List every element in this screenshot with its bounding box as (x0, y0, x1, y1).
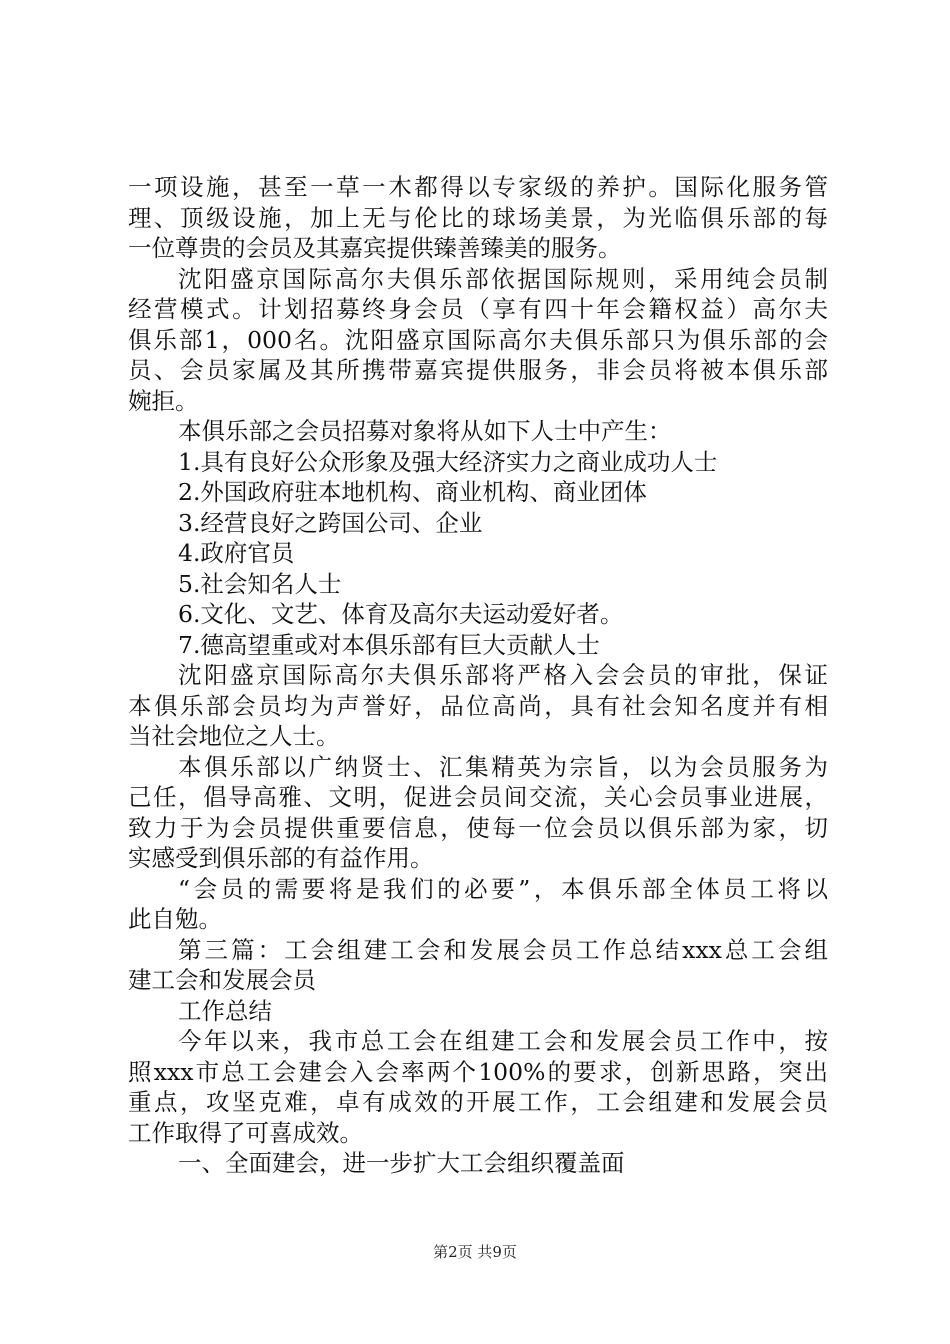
text-line-17: 沈阳盛京国际高尔夫俱乐部将严格入会会员的审批，保证 (178, 661, 828, 689)
text-line-18: 本俱乐部会员均为声誉好，品位高尚，具有社会知名度并有相 (128, 691, 828, 720)
list-item-7: 7.德高望重或对本俱乐部有巨大贡献人士 (178, 630, 600, 659)
list-item-3: 3.经营良好之跨国公司、企业 (178, 508, 483, 537)
list-item-4: 4.政府官员 (178, 539, 295, 567)
text-line-20: 本俱乐部以广纳贤士、汇集精英为宗旨，以为会员服务为 (178, 752, 828, 781)
text-line-5: 经营模式。计划招募终身会员（享有四十年会籍权益）高尔夫 (128, 295, 828, 323)
section-heading-2: 建工会和发展会员 (128, 966, 316, 994)
text-line-9: 本俱乐部之会员招募对象将从如下人士中产生： (178, 417, 672, 445)
text-line-29: 今年以来，我市总工会在组建工会和发展会员工作中，按 (178, 1027, 828, 1055)
page-footer: 第2页 共9页 (433, 1243, 517, 1261)
list-item-6: 6.文化、文艺、体育及高尔夫运动爱好者。 (178, 600, 624, 628)
text-line-30: 照xxx市总工会建会入会率两个100%的要求，创新思路，突出 (128, 1057, 828, 1086)
section-heading-1: 第三篇：工会组建工会和发展会员工作总结xxx总工会组 (178, 935, 828, 964)
text-line-3: 一位尊贵的会员及其嘉宾提供臻善臻美的服务。 (128, 234, 622, 262)
text-line-4: 沈阳盛京国际高尔夫俱乐部依据国际规则，采用纯会员制 (178, 264, 828, 293)
text-line-32: 工作取得了可喜成效。 (128, 1118, 363, 1147)
text-line-7: 员、会员家属及其所携带嘉宾提供服务，非会员将被本俱乐部 (128, 356, 828, 384)
text-line-33: 一、全面建会，进一步扩大工会组织覆盖面 (178, 1149, 625, 1177)
text-line-24: “会员的需要将是我们的必要”，本俱乐部全体员工将以 (178, 874, 828, 903)
list-item-1: 1.具有良好公众形象及强大经济实力之商业成功人士 (178, 447, 718, 476)
text-line-25: 此自勉。 (128, 905, 222, 933)
text-line-2: 理、顶级设施，加上无与伦比的球场美景，为光临俱乐部的每 (128, 203, 828, 232)
text-line-31: 重点，攻坚克难，卓有成效的开展工作，工会组建和发展会员 (128, 1088, 828, 1116)
document-body (128, 172, 828, 1179)
section-subheading: 工作总结 (178, 996, 272, 1025)
text-line-22: 致力于为会员提供重要信息，使每一位会员以俱乐部为家，切 (128, 813, 828, 842)
text-line-8: 婉拒。 (128, 386, 199, 415)
list-item-5: 5.社会知名人士 (178, 569, 342, 598)
text-line-1: 一项设施，甚至一草一木都得以专家级的养护。国际化服务管 (128, 173, 828, 201)
list-item-2: 2.外国政府驻本地机构、商业机构、商业团体 (178, 478, 647, 506)
text-line-19: 当社会地位之人士。 (128, 722, 340, 750)
text-line-23: 实感受到俱乐部的有益作用。 (128, 844, 434, 872)
text-line-21: 己任，倡导高雅、文明，促进会员间交流，关心会员事业进展， (128, 783, 828, 811)
text-line-6: 俱乐部1，000名。沈阳盛京国际高尔夫俱乐部只为俱乐部的会 (128, 325, 828, 354)
